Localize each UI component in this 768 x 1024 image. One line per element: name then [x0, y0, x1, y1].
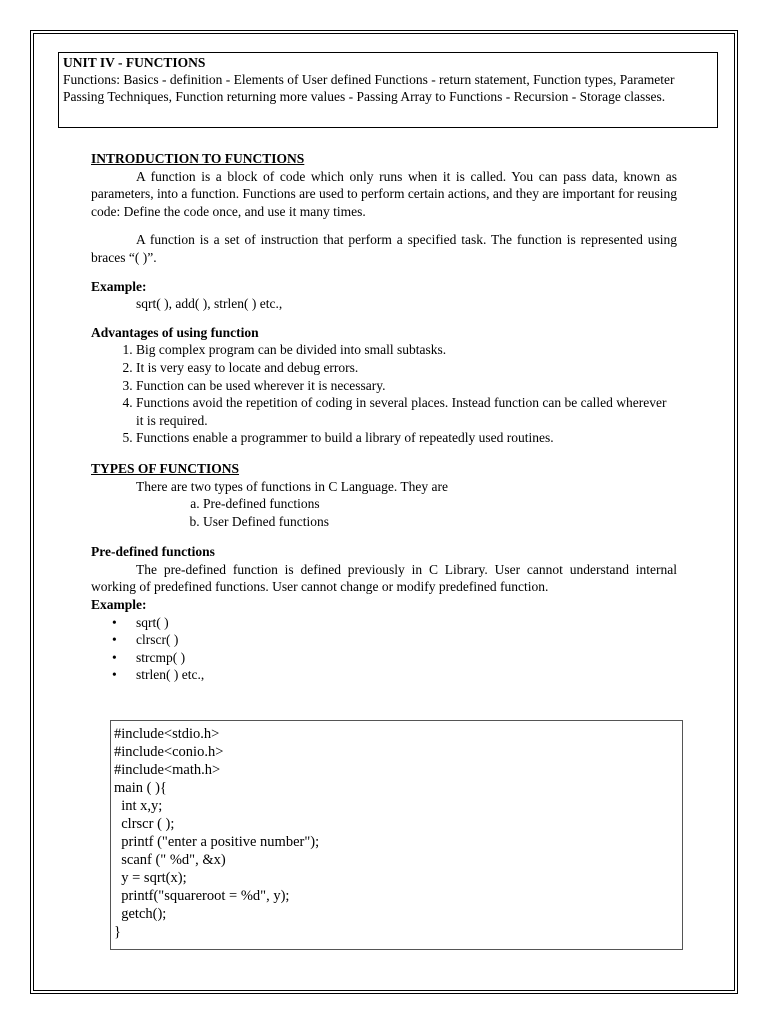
code-line: clrscr ( ); [114, 816, 175, 832]
predefined-example-list [91, 614, 677, 684]
bullet-icon: • [112, 614, 117, 630]
code-line: } [114, 924, 121, 940]
list-item: 5. Functions enable a programmer to build a library of repeatedly used routines. [136, 429, 677, 447]
list-item: 1. Big complex program can be divided into small subtasks. [136, 341, 677, 359]
intro-paragraph-2: A function is a set of instruction that perform a specified task. The function is represented using braces “( )”. [91, 232, 677, 265]
predefined-paragraph: The pre-defined function is defined previously in C Library. User cannot understand internal working of predefined functions. User cannot change or modify predefined function. [91, 561, 677, 595]
intro-example-text: sqrt( ), add( ), strlen( ) etc., [136, 296, 283, 312]
unit-summary-box [58, 52, 718, 128]
predefined-heading: Pre-defined functions [91, 544, 215, 560]
list-item-text: strcmp( ) [136, 649, 186, 665]
code-line: y = sqrt(x); [114, 870, 187, 886]
unit-description: Functions: Basics - definition - Elements of User defined Functions - return statement, Function types, Parameter Passing Techniques, Function returning more values - Passing Array to Functions - Recursion - Storage classes. [63, 71, 675, 104]
list-item: b. User Defined functions [203, 513, 677, 531]
code-line: printf("squareroot = %d", y); [114, 888, 290, 904]
list-item [112, 614, 677, 632]
advantages-list [91, 341, 677, 447]
list-item [112, 631, 677, 649]
code-block [110, 720, 683, 950]
bullet-icon: • [112, 667, 117, 683]
list-item: 4. Functions avoid the repetition of coding in several places. Instead function can be called wherever it is required. [136, 394, 677, 429]
list-item: 3. Function can be used wherever it is necessary. [136, 377, 677, 395]
document-body [91, 150, 677, 684]
types-intro: There are two types of functions in C Language. They are [136, 478, 449, 494]
code-line: #include<conio.h> [114, 744, 224, 760]
list-item: 2. It is very easy to locate and debug errors. [136, 359, 677, 377]
advantages-heading: Advantages of using function [91, 324, 259, 340]
list-item-text: sqrt( ) [136, 614, 169, 630]
code-line: main ( ){ [114, 780, 167, 796]
code-line: #include<stdio.h> [114, 726, 220, 742]
types-heading: TYPES OF FUNCTIONS [91, 460, 240, 476]
list-item [112, 666, 677, 684]
bullet-icon: • [112, 632, 117, 648]
list-item-text: strlen( ) etc., [136, 667, 205, 683]
code-line: scanf (" %d", &x) [114, 852, 226, 868]
list-item: a. Pre-defined functions [203, 495, 677, 513]
intro-heading: INTRODUCTION TO FUNCTIONS [91, 151, 305, 166]
code-line: int x,y; [114, 798, 163, 814]
list-item-text: clrscr( ) [136, 632, 179, 648]
list-item [112, 649, 677, 667]
intro-example-label: Example: [91, 278, 147, 294]
code-line: getch(); [114, 906, 167, 922]
predefined-example-label: Example: [91, 597, 147, 613]
unit-title: UNIT IV - FUNCTIONS [63, 55, 206, 70]
code-line: #include<math.h> [114, 762, 221, 778]
bullet-icon: • [112, 649, 117, 665]
intro-paragraph-1: A function is a block of code which only runs when it is called. You can pass data, known as parameters, into a function. Functions are used to perform certain actions, and they are important for reusing code: Define the code once, and use it many times. [91, 168, 677, 219]
types-list [91, 495, 677, 530]
code-line: printf ("enter a positive number"); [114, 834, 320, 850]
